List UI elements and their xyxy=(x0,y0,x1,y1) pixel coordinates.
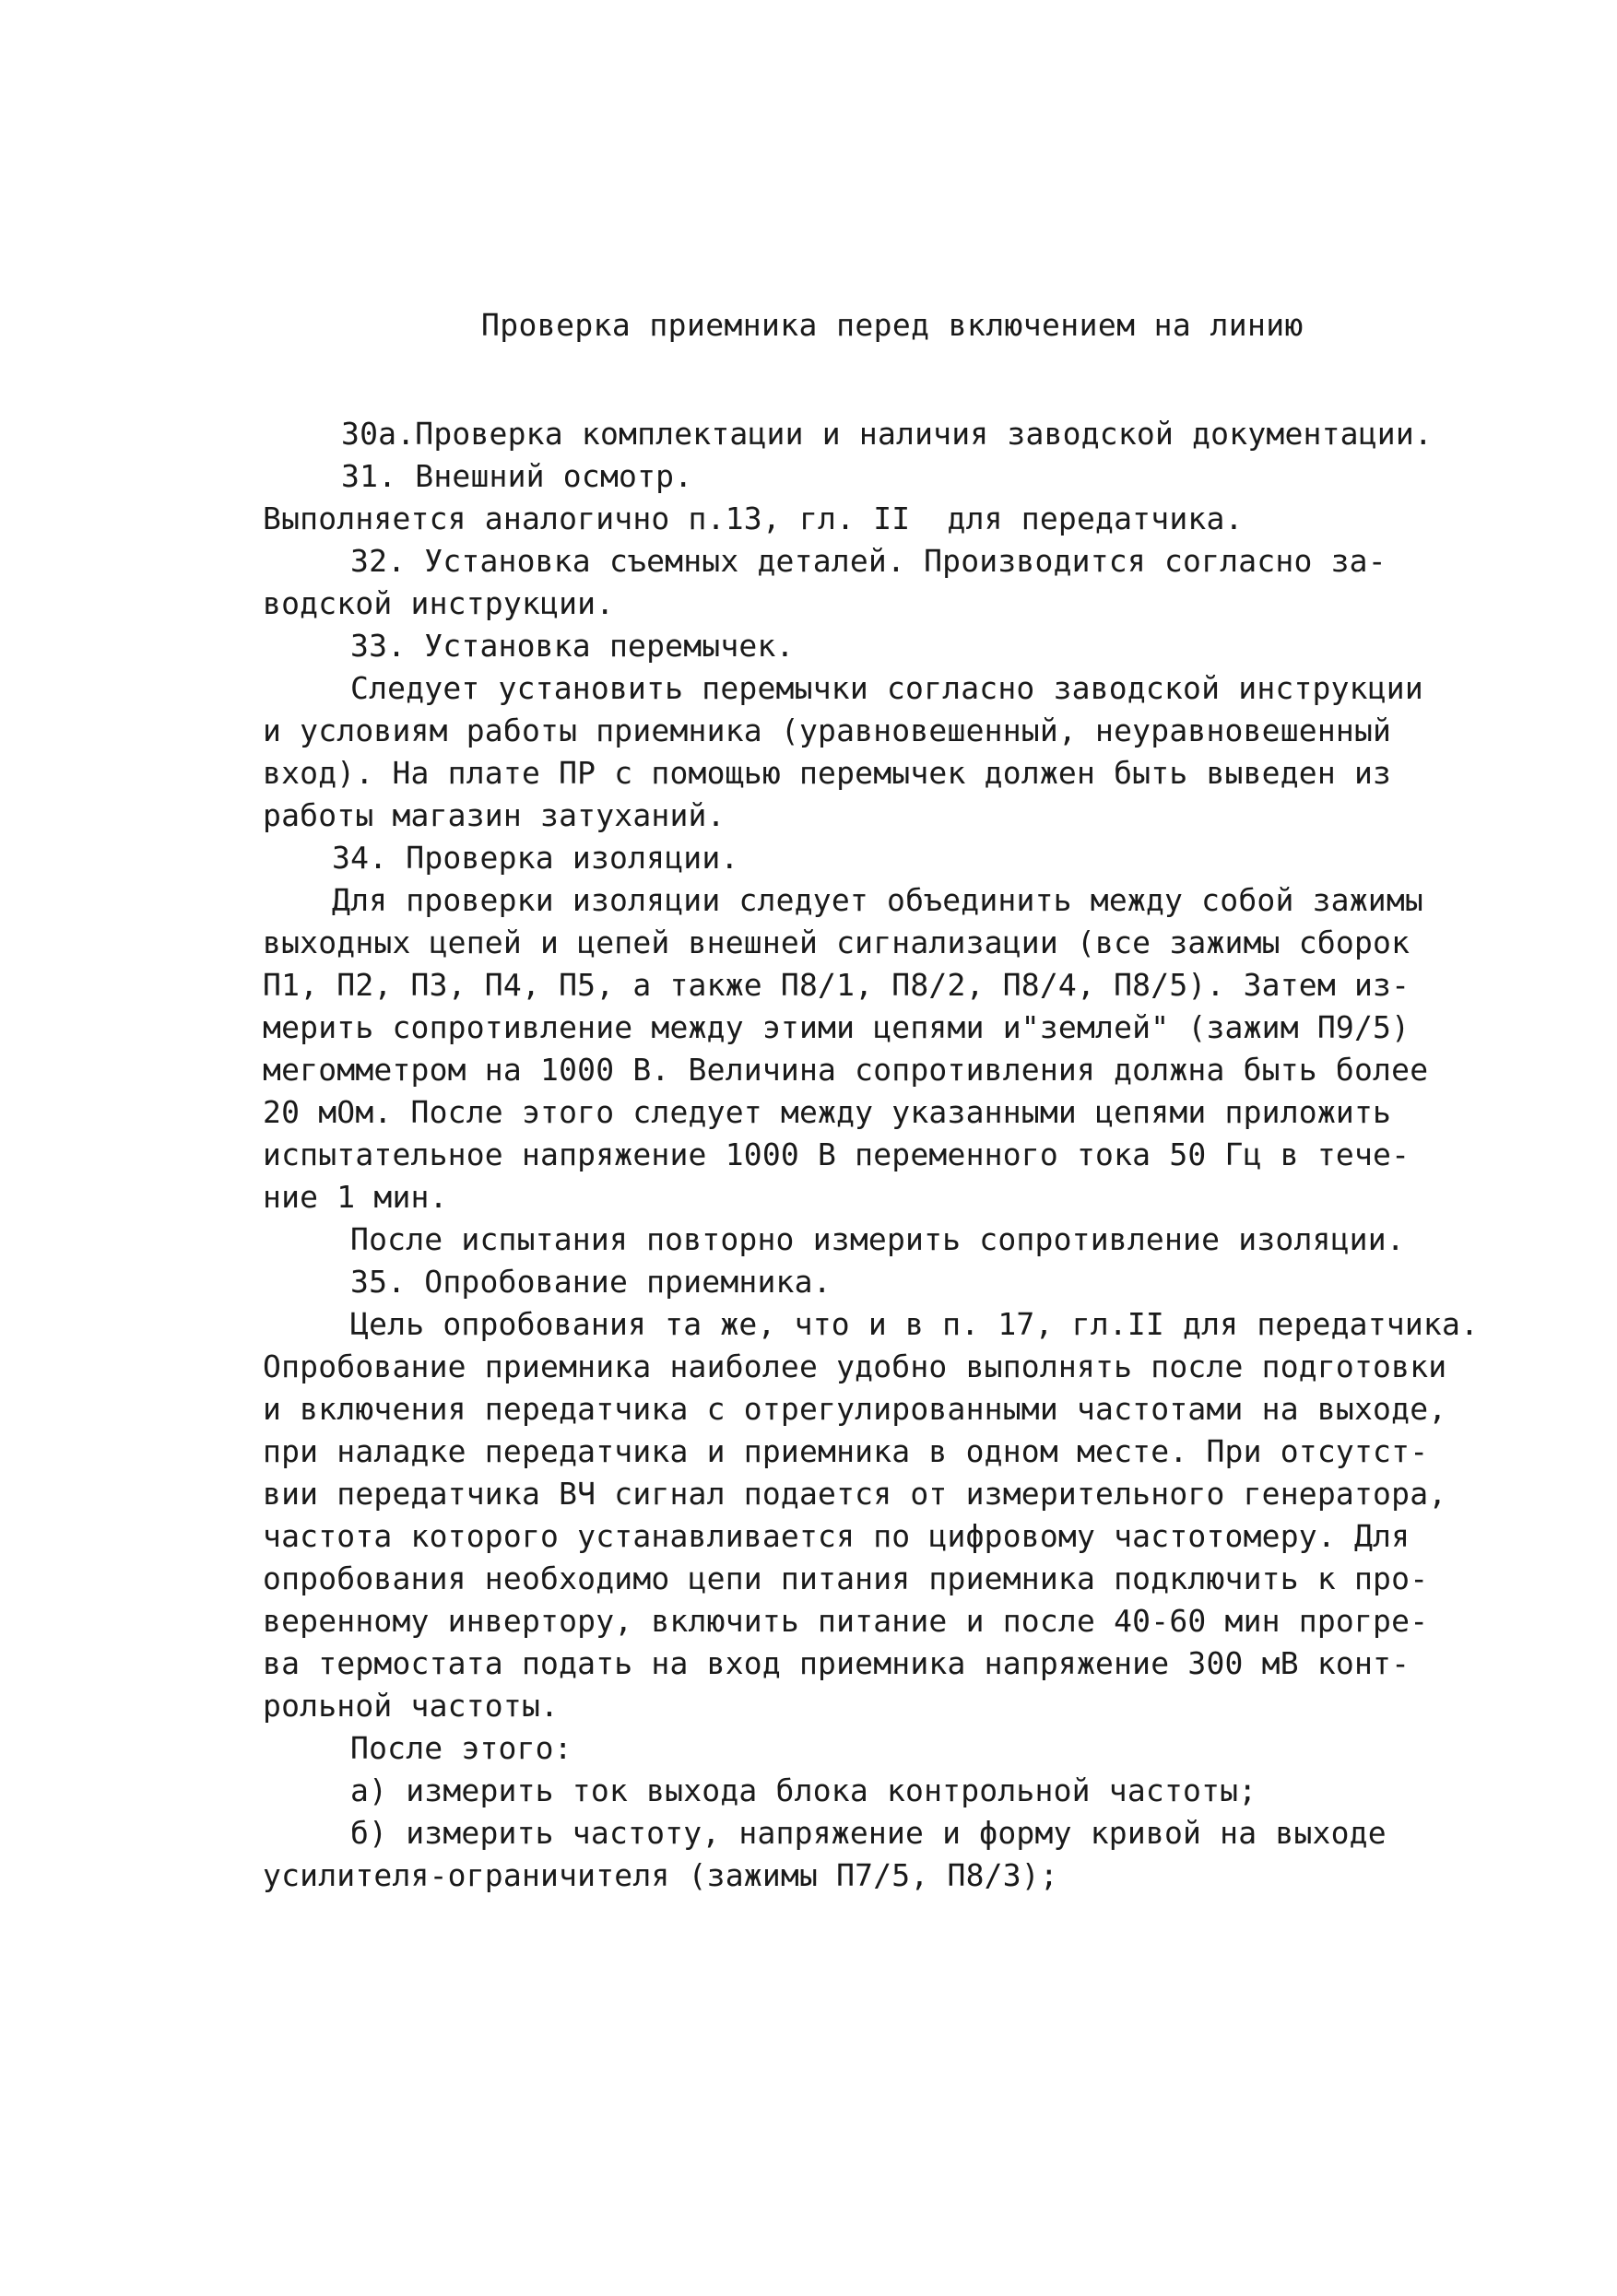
text-line: и включения передатчика с отрегулированными частотами на выходе, xyxy=(263,1391,1447,1427)
text-line: После испытания повторно измерить сопротивление изоляции. xyxy=(350,1221,1405,1257)
text-line: рольной частоты. xyxy=(263,1688,560,1724)
text-line: Опробование приемника наиболее удобно выполнять после подготовки xyxy=(263,1348,1447,1384)
text-line: 30а.Проверка комплектации и наличия заводской документации. xyxy=(341,416,1433,452)
text-line: а) измерить ток выхода блока контрольной частоты; xyxy=(350,1772,1257,1808)
text-line: Для проверки изоляции следует объединить между собой зажимы xyxy=(332,882,1423,918)
text-line: и условиям работы приемника (уравновешенный, неуравновешенный xyxy=(263,712,1392,748)
text-line: опробования необходимо цепи питания приемника подключить к про- xyxy=(263,1560,1429,1596)
text-line: Следует установить перемычки согласно заводской инструкции xyxy=(350,670,1423,706)
text-line: ние 1 мин. xyxy=(263,1179,448,1215)
text-line: работы магазин затуханий. xyxy=(263,797,726,833)
text-line: мегомметром на 1000 В. Величина сопротивления должна быть более xyxy=(263,1052,1429,1088)
text-line: б) измерить частоту, напряжение и форму кривой на выходе xyxy=(350,1815,1387,1851)
page-title: Проверка приемника перед включением на линию xyxy=(481,307,1304,343)
text-line: 33. Установка перемычек. xyxy=(350,628,795,664)
text-line: 31. Внешний осмотр. xyxy=(341,458,693,494)
text-line: испытательное напряжение 1000 В переменного тока 50 Гц в тече- xyxy=(263,1136,1410,1172)
text-line: Цель опробования та же, что и в п. 17, гл.II для передатчика. xyxy=(350,1306,1480,1342)
text-line: при наладке передатчика и приемника в одном месте. При отсутст- xyxy=(263,1433,1429,1469)
text-line: усилителя-ограничителя (зажимы П7/5, П8/3); xyxy=(263,1857,1058,1893)
text-line: выходных цепей и цепей внешней сигнализации (все зажимы сборок xyxy=(263,924,1410,960)
text-line: 34. Проверка изоляции. xyxy=(332,840,739,876)
text-line: веренному инвертору, включить питание и после 40-60 мин прогре- xyxy=(263,1603,1429,1639)
text-line: вии передатчика ВЧ сигнал подается от измерительного генератора, xyxy=(263,1476,1447,1512)
text-line: После этого: xyxy=(350,1730,572,1766)
text-line: вход). На плате ПР с помощью перемычек должен быть выведен из xyxy=(263,755,1392,791)
text-line: 20 мОм. После этого следует между указанными цепями приложить xyxy=(263,1094,1392,1130)
text-line: мерить сопротивление между этими цепями и"землей" (зажим П9/5) xyxy=(263,1009,1410,1045)
text-line: Выполняется аналогично п.13, гл. II для передатчика. xyxy=(263,500,1244,536)
text-line: 32. Установка съемных деталей. Производится согласно за- xyxy=(350,543,1387,579)
text-line: П1, П2, П3, П4, П5, а также П8/1, П8/2, П8/4, П8/5). Затем из- xyxy=(263,967,1410,1003)
text-line: 35. Опробование приемника. xyxy=(350,1264,832,1300)
text-line: ва термостата подать на вход приемника напряжение 300 мВ конт- xyxy=(263,1645,1410,1681)
text-line: водской инструкции. xyxy=(263,585,615,621)
text-line: частота которого устанавливается по цифровому частотомеру. Для xyxy=(263,1518,1410,1554)
